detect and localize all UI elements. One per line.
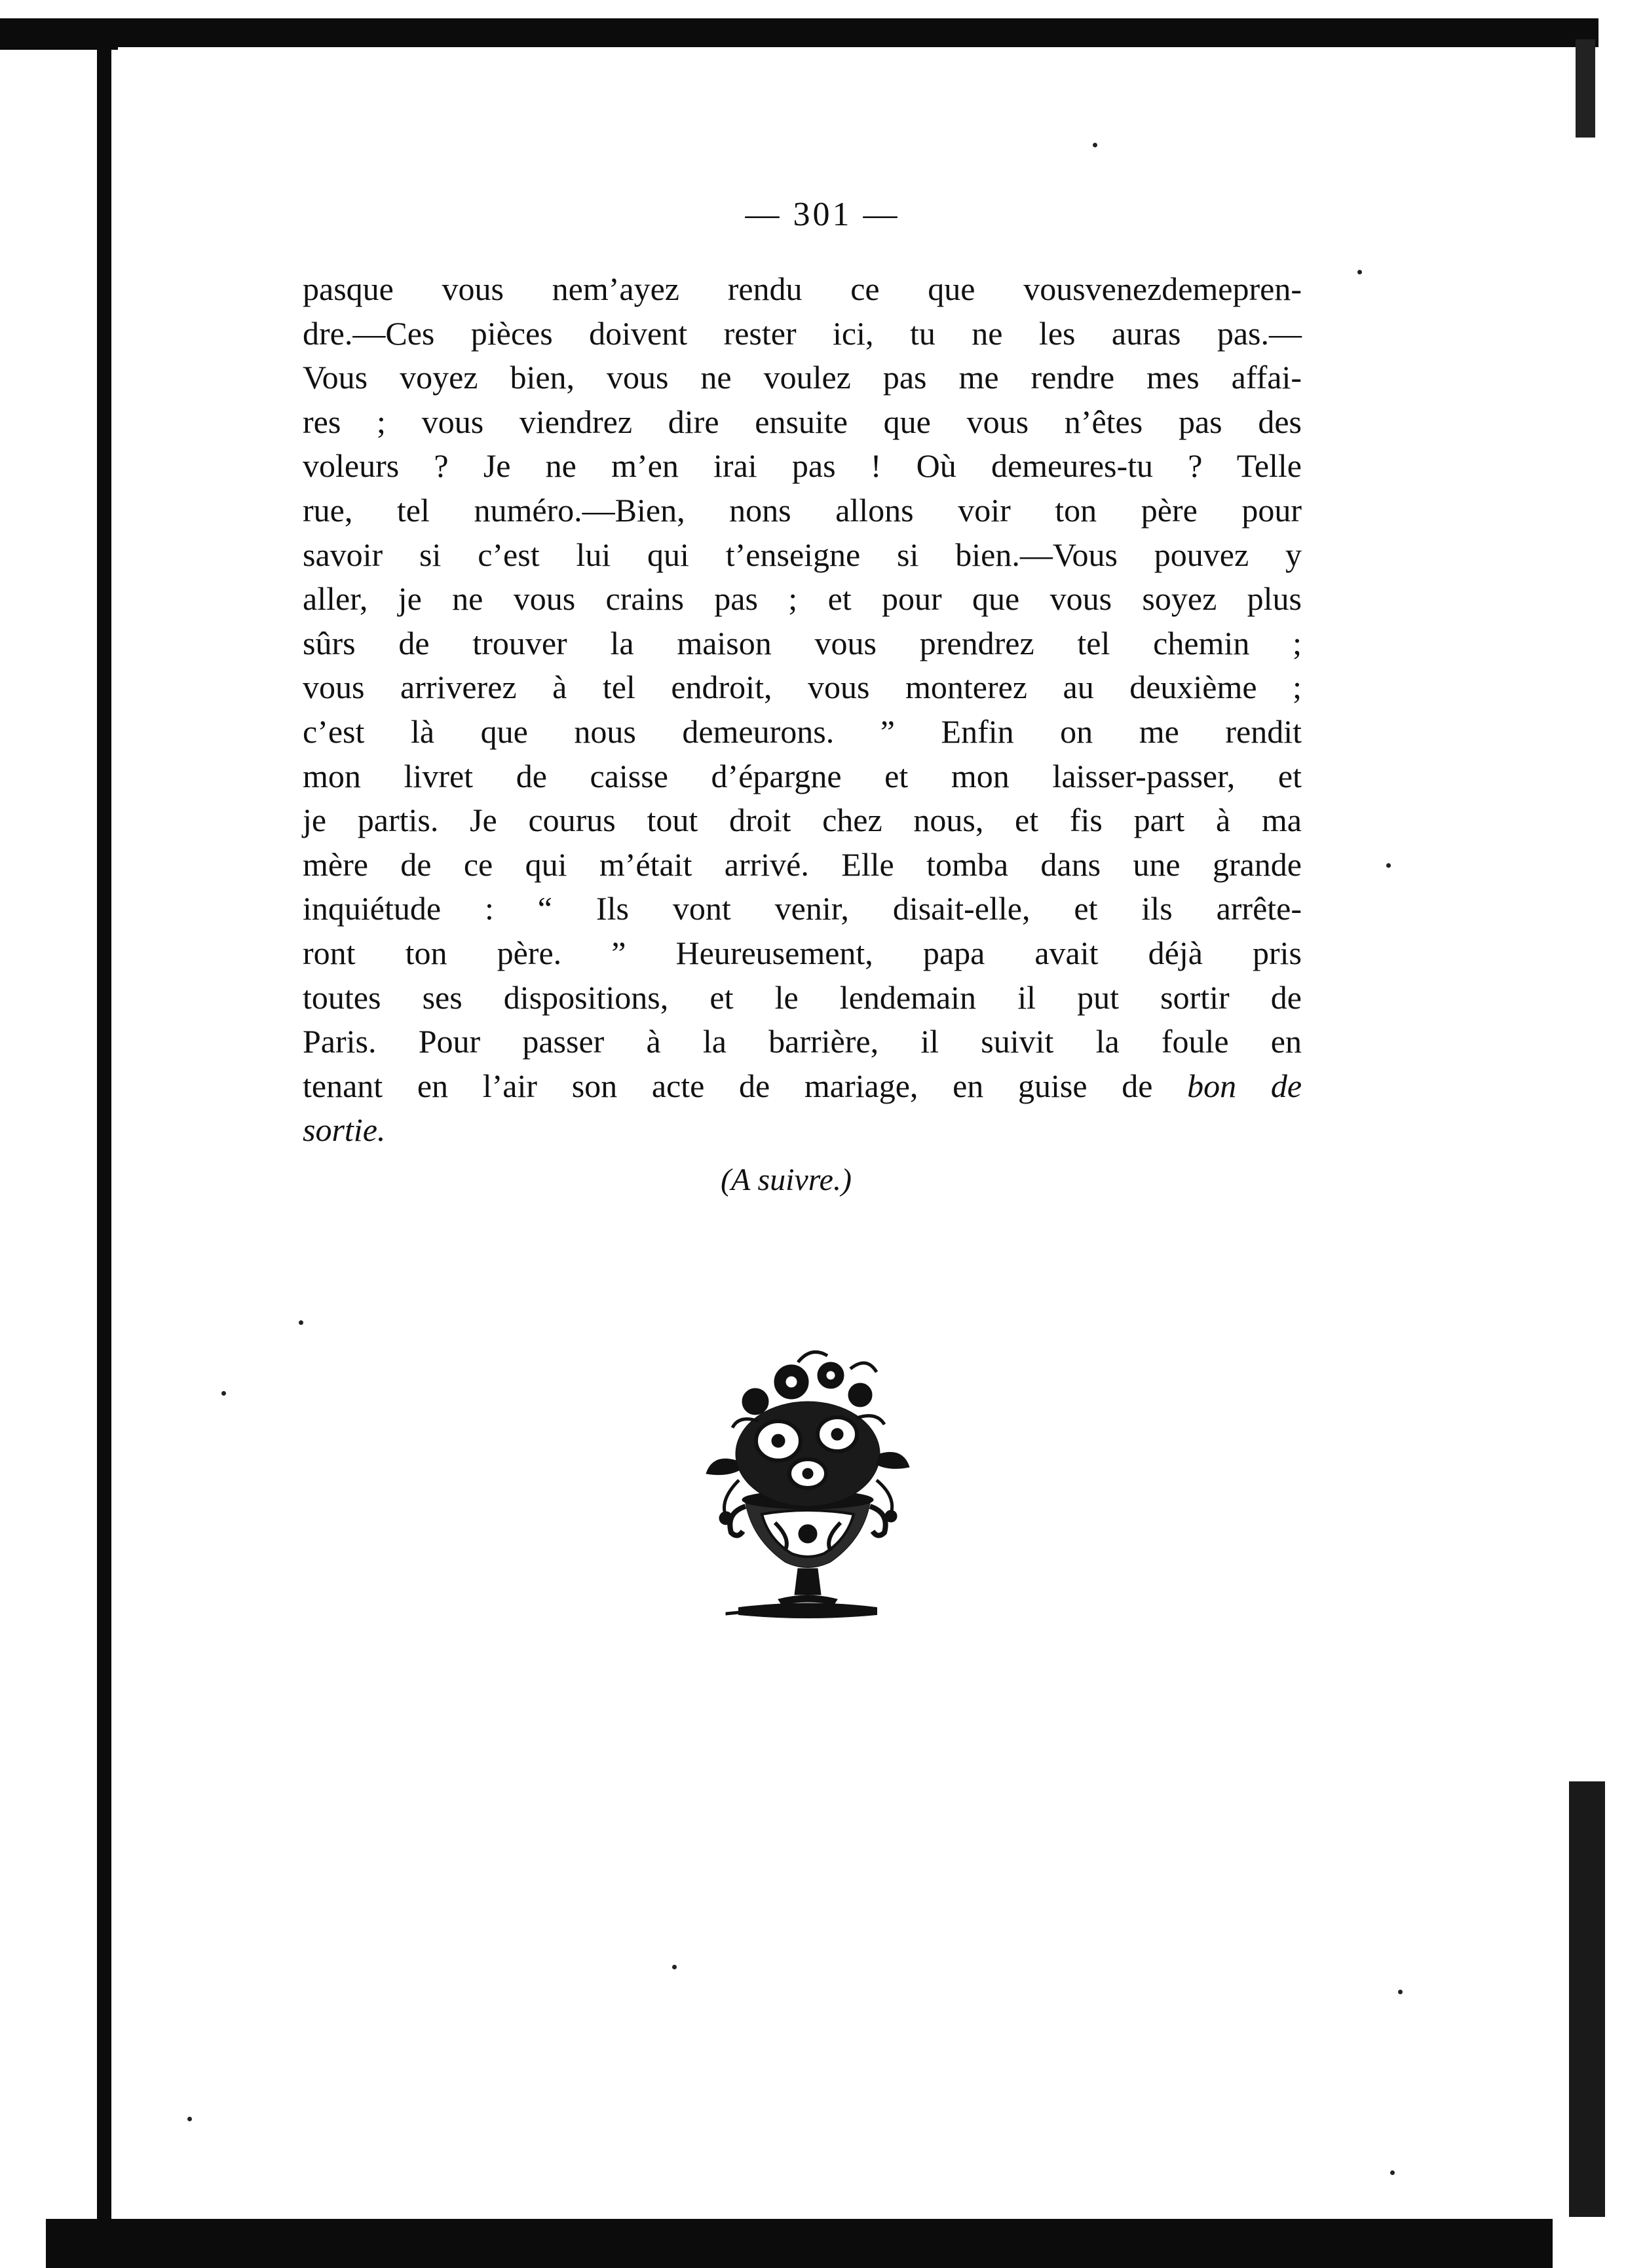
text-line: Vous voyez bien, vous ne voulez pas me rendre mes affai- [303, 359, 1302, 396]
scan-speck [1398, 1990, 1403, 1994]
text-line: vous arriverez à tel endroit, vous monterez au deuxième ; [303, 669, 1302, 706]
text-line-with-italic [303, 1064, 1302, 1109]
text-line: toutes ses dispositions, et le lendemain il put sortir de [303, 978, 1302, 1016]
scan-border-right-top [1576, 39, 1595, 138]
scan-speck [1093, 143, 1097, 147]
text-line: mon livret de caisse d’épargne et mon laisser-passer, et [303, 757, 1302, 794]
scan-speck [1390, 2170, 1395, 2175]
text-line: c’est là que nous demeurons. ” Enfin on me rendit [303, 713, 1302, 750]
text-line: pasque vous nem’ayez rendu ce que vousvenezdemepren- [303, 270, 1302, 307]
scan-speck [299, 1320, 303, 1325]
continuation-note: (A suivre.) [721, 1162, 852, 1197]
scan-speck [1357, 270, 1362, 274]
scan-speck [672, 1965, 677, 1969]
text-line: aller, je ne vous crains pas ; et pour que vous soyez plus [303, 580, 1302, 618]
text-line: rue, tel numéro.—Bien, nons allons voir ton père pour [303, 491, 1302, 529]
text-line: ront ton père. ” Heureusement, papa avait déjà pris [303, 934, 1302, 971]
italic-phrase-end: sortie. [303, 1111, 386, 1149]
text-line: inquiétude : “ Ils vont venir, disait-elle, et ils arrête- [303, 890, 1302, 927]
scan-border-top [0, 18, 1598, 47]
text-line: voleurs ? Je ne m’en irai pas ! Où demeures-tu ? Telle [303, 447, 1302, 485]
scan-border-bottom [46, 2219, 1553, 2268]
scan-border-left [97, 18, 111, 2268]
italic-phrase: bon de [1187, 1067, 1302, 1104]
text-line: savoir si c’est lui qui t’enseigne si bien.—Vous pouvez y [303, 536, 1302, 573]
text-line-italic-last [303, 1108, 1302, 1153]
scan-border-right [1569, 1781, 1605, 2217]
text-line: dre.—Ces pièces doivent rester ici, tu ne les auras pas.— [303, 314, 1302, 352]
text-line: Paris. Pour passer à la barrière, il suivit la foule en [303, 1023, 1302, 1060]
text-line-start: tenant en l’air son acte de mariage, en guise de [303, 1067, 1153, 1104]
text-line: je partis. Je courus tout droit chez nous, et fis part à ma [303, 802, 1302, 839]
scan-speck [1386, 863, 1391, 868]
scan-speck [187, 2117, 192, 2121]
scan-speck [221, 1391, 226, 1396]
text-line: res ; vous viendrez dire ensuite que vous n’êtes pas des [303, 403, 1302, 440]
flower-vase-vignette-icon [700, 1343, 916, 1624]
page-number: — 301 — [745, 196, 900, 233]
text-line: sûrs de trouver la maison vous prendrez tel chemin ; [303, 624, 1302, 661]
text-line: mère de ce qui m’était arrivé. Elle tomba dans une grande [303, 846, 1302, 883]
body-paragraph [303, 267, 1302, 1153]
